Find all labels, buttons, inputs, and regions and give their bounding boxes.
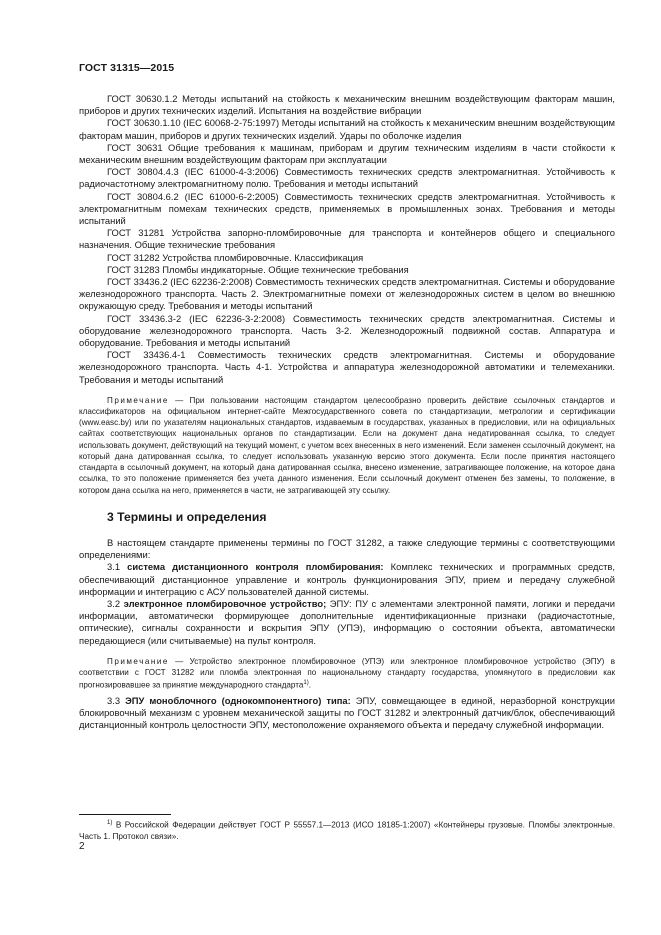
reference-item: ГОСТ 30804.6.2 (IEC 61000-6-2:2005) Совместимость технических средств электромагнитная. Устойчивость к электромагнитным помехам технических средств, применяемых в промышленных зонах. Требования и методы испытаний [79, 190, 615, 227]
footnote-marker: 1) [303, 680, 309, 687]
footnote-separator [79, 814, 171, 815]
reference-item: ГОСТ 30804.4.3 (IEC 61000-4-3:2006) Совместимость технических средств электромагнитная. Устойчивость к радиочастотному электромагнитному полю. Требования и методы испытаний [79, 166, 615, 190]
term-note [79, 656, 615, 691]
reference-item: ГОСТ 33436.4-1 Совместимость технических средств электромагнитная. Системы и оборудование железнодорожного транспорта. Часть 4-1. Устройства и аппаратура железнодорожной автоматики и телемеханики. Требования и методы испытаний [79, 349, 615, 385]
footnote [79, 818, 615, 842]
footnote-marker: 1) [107, 820, 113, 826]
term-number: 3.1 [107, 561, 128, 573]
note-label: Примечание [107, 656, 169, 666]
page-number: 2 [79, 841, 85, 852]
note-end: . [308, 680, 311, 690]
term-name: система дистанционного контроля пломбирования: [127, 561, 384, 573]
section-title: 3 Термины и определения [107, 509, 267, 524]
term-text: ЭПУ, совмещающее в единой, неразборной конструкции блокировочный механизм с уровнем механической защиты по ГОСТ 31282 и электронный датчик/блок, обеспечивающий дистанционный контроль целостности ЭПУ, местоположение охраняемого объекта и передачу служебной информации. [79, 695, 615, 731]
reference-item: ГОСТ 30630.1.2 Методы испытаний на стойкость к механическим внешним воздействующим факторам машин, приборов и других технических изделий. Испытания на воздействие вибрации [79, 93, 615, 117]
document-header: ГОСТ 31315—2015 [79, 62, 175, 74]
term-name: электронное пломбировочное устройство; [123, 597, 327, 609]
note-text: — При пользовании настоящим стандартом целесообразно проверить действие ссылочных стандартов и классификаторов на официальном интернет-сайте Межгосударственного совета по стандартизации, метрологии и сертификации (www.easc.by) или по указателям национальных стандартов, издаваемым в государствах, указанных в предисловии, или на официальных сайтах соответствующих национальных органов по стандартизации. Если на документ дана недатированная ссылка, то следует использовать документ, действующий на текущий момент, с учетом всех внесенных в него изменений. Если заменен ссылочный документ, на который дана датированная ссылка, то следует использовать указанную версию этого документа. Если после принятия настоящего стандарта в ссылочный документ, на который дана датированная ссылка, внесено изменение, затрагивающее положение, на которое дана ссылка, то это положение применяется без учета данного изменения. Если ссылочный документ отменен без замены, то положение, в котором дана ссылка на него, применяется в части, не затрагивающей эту ссылку. [79, 395, 615, 495]
footnote-text: В Российской Федерации действует ГОСТ Р 55557.1—2013 (ИСО 18185-1:2007) «Контейнеры грузовые. Пломбы электронные. Часть 1. Протокол связи». [79, 820, 615, 841]
reference-item: ГОСТ 30631 Общие требования к машинам, приборам и другим техническим изделиям в части стойкости к механическим внешним воздействующим факторам при эксплуатации [79, 141, 615, 166]
reference-item: ГОСТ 33436.2 (IEC 62236-2:2008) Совместимость технических средств электромагнитная. Системы и оборудование железнодорожного транспорта. Часть 2. Электромагнитные помехи от железнодорожных систем в целом во внешнюю окружающую среду. Требования и методы испытаний [79, 276, 615, 312]
term-text: ЭПУ: ПУ с элементами электронной памяти, логики и передачи информации, автоматически формирующее дополнительные идентификационные признаки (радиочастотные, оптические), сигналы сохранности и вскрытия ЭПУ (УПЭ), информацию о состоянии объекта, автоматически передающиеся (или считываемые) на пульт контроля. [79, 597, 615, 646]
term-text: Комплекс технических и программных средств, обеспечивающий дистанционное управление и контроль функционирования ЭПУ, прием и передачу служебной информации и интеграцию с АСУ пользователей данной системы. [79, 561, 616, 597]
reference-item: ГОСТ 30630.1.10 (IEC 60068-2-75:1997) Методы испытаний на стойкость к механическим внешним воздействующим факторам машин, приборов и других технических изделий. Удары по оболочке изделия [79, 117, 615, 141]
reference-item: ГОСТ 33436.3-2 (IEC 62236-3-2:2008) Совместимость технических средств электромагнитная. Системы и оборудование железнодорожного транспорта. Часть 3-2. Железнодорожный подвижной состав. Аппаратура и оборудование. Требования и методы испытаний [79, 312, 615, 349]
normative-references-list [79, 93, 615, 386]
term-definition [79, 695, 615, 732]
reference-item: ГОСТ 31281 Устройства запорно-пломбировочные для транспорта и контейнеров общего и специального назначения. Общие технические требования [79, 227, 615, 251]
main-content [79, 93, 615, 732]
term-number: 3.2 [107, 597, 124, 609]
note-label: Примечание [107, 395, 169, 405]
references-note [79, 395, 615, 496]
note-text: — Устройство электронное пломбировочное (УПЭ) или электронное пломбировочное устройство (ЭПУ) в соответствии с ГОСТ 31282 или пломба электронная по национальному стандарту государства, упомянутого в предисловии как прогнозировавшее за принятие международного стандарта [79, 656, 615, 690]
term-definition [79, 598, 615, 647]
term-name: ЭПУ моноблочного (однокомпонентного) типа: [125, 695, 351, 707]
reference-item: ГОСТ 31283 Пломбы индикаторные. Общие технические требования [107, 263, 409, 275]
section-intro: В настоящем стандарте применены термины по ГОСТ 31282, а также следующие термины с соответствующими определениями: [79, 536, 615, 561]
reference-item: ГОСТ 31282 Устройства пломбировочные. Классификация [107, 251, 364, 263]
term-definition [79, 561, 615, 598]
term-number: 3.3 [107, 695, 126, 707]
